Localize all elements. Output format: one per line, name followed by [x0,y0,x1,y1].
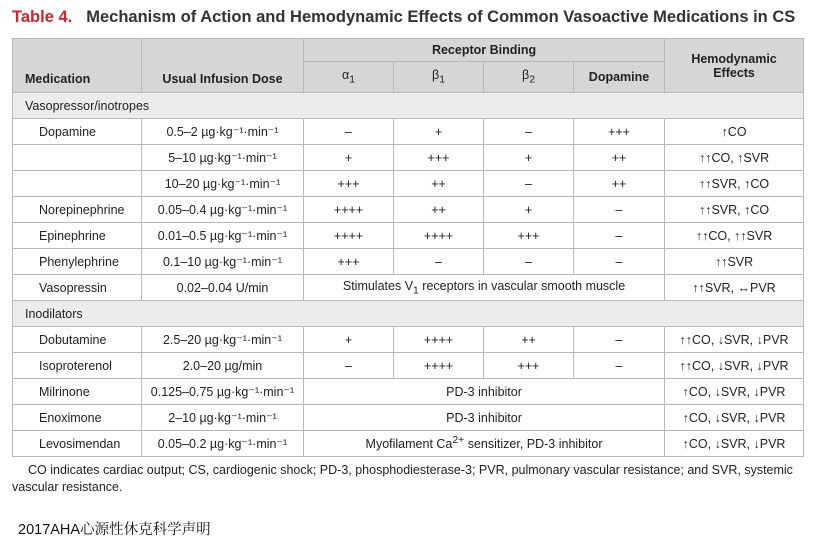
table-row [13,353,804,379]
vasoactive-medications-table [12,38,804,457]
beta2-cell: ++ [484,327,574,353]
dopamine-cell: – [574,197,665,223]
beta2-cell: – [484,249,574,275]
medication-cell: Vasopressin [13,275,142,301]
table-row [13,431,804,457]
dopamine-cell: – [574,327,665,353]
header-beta2: $\beta_2$ [484,62,574,93]
dose-cell: 5–10 µg·kg⁻¹·min⁻¹ [142,145,304,171]
medication-cell: Phenylephrine [13,249,142,275]
effect-cell: ↑CO, ↓SVR, ↓PVR [665,431,804,457]
header-alpha1: $\alpha_1$ [304,62,394,93]
table-row [13,405,804,431]
medication-cell: Levosimendan [13,431,142,457]
table-footnote: CO indicates cardiac output; CS, cardiogenic shock; PD-3, phosphodiesterase-3; PVR, pulmonary vascular resistance; and SVR, systemic vascular resistance. [12,463,793,494]
alpha1-cell: +++ [304,249,394,275]
mechanism-cell: PD-3 inhibitor [304,379,665,405]
beta1-cell: ++ [394,197,484,223]
effect-cell: ↑↑SVR, ↔PVR [665,275,804,301]
effect-cell: ↑↑SVR, ↑CO [665,197,804,223]
beta2-cell: +++ [484,353,574,379]
table-row [13,197,804,223]
table-row [13,249,804,275]
effect-cell: ↑↑CO, ↑↑SVR [665,223,804,249]
table-row [13,275,804,301]
beta1-cell: ++++ [394,223,484,249]
alpha1-cell: +++ [304,171,394,197]
dose-cell: 2.0–20 µg/min [142,353,304,379]
beta1-cell: – [394,249,484,275]
dose-cell: 0.02–0.04 U/min [142,275,304,301]
dose-cell: 0.1–10 µg·kg⁻¹·min⁻¹ [142,249,304,275]
beta1-cell: ++ [394,171,484,197]
effect-cell: ↑↑CO, ↓SVR, ↓PVR [665,327,804,353]
dose-cell: 0.05–0.4 µg·kg⁻¹·min⁻¹ [142,197,304,223]
dopamine-cell: ++ [574,145,665,171]
beta2-cell: + [484,145,574,171]
mechanism-cell: Myofilament $Ca^{2+}$ sensitizer, PD-3 inhibitor [304,431,665,457]
mechanism-cell: PD-3 inhibitor [304,405,665,431]
beta1-cell: ++++ [394,353,484,379]
alpha1-cell: + [304,145,394,171]
dopamine-cell: – [574,353,665,379]
effect-cell: ↑↑CO, ↓SVR, ↓PVR [665,353,804,379]
table-row [13,171,804,197]
beta1-cell: + [394,119,484,145]
mechanism-cell: Stimulates $V_1$ receptors in vascular smooth muscle [304,275,665,301]
alpha1-cell: – [304,353,394,379]
header-receptor-binding: Receptor Binding [304,39,665,62]
beta2-cell: – [484,171,574,197]
header-beta1: $\beta_1$ [394,62,484,93]
table-title [12,8,795,27]
dose-cell: 0.5–2 µg·kg⁻¹·min⁻¹ [142,119,304,145]
effect-cell: ↑↑SVR [665,249,804,275]
medication-cell: Norepinephrine [13,197,142,223]
table-row [13,223,804,249]
dose-cell: 0.05–0.2 µg·kg⁻¹·min⁻¹ [142,431,304,457]
table-title-text: Mechanism of Action and Hemodynamic Effects of Common Vasoactive Medications in CS [86,8,796,26]
alpha1-cell: ++++ [304,197,394,223]
medication-cell: Enoximone [13,405,142,431]
effect-cell: ↑CO, ↓SVR, ↓PVR [665,379,804,405]
table-row [13,379,804,405]
dose-cell: 0.01–0.5 µg·kg⁻¹·min⁻¹ [142,223,304,249]
dose-cell: 10–20 µg·kg⁻¹·min⁻¹ [142,171,304,197]
effect-cell: ↑↑SVR, ↑CO [665,171,804,197]
dose-cell: 0.125–0.75 µg·kg⁻¹·min⁻¹ [142,379,304,405]
beta2-cell: – [484,119,574,145]
medication-cell: Epinephrine [13,223,142,249]
medication-cell [13,145,142,171]
alpha1-cell: – [304,119,394,145]
header-medication: Medication [13,39,142,93]
group-row [13,93,804,119]
dose-cell: 2–10 µg·kg⁻¹·min⁻¹ [142,405,304,431]
medication-cell: Milrinone [13,379,142,405]
effect-cell: ↑CO, ↓SVR, ↓PVR [665,405,804,431]
alpha1-cell: ++++ [304,223,394,249]
dopamine-cell: – [574,249,665,275]
beta1-cell: +++ [394,145,484,171]
group-vasopressors: Vasopressor/inotropes [13,93,804,119]
beta2-cell: +++ [484,223,574,249]
group-row [13,301,804,327]
dopamine-cell: ++ [574,171,665,197]
dose-cell: 2.5–20 µg·kg⁻¹·min⁻¹ [142,327,304,353]
dopamine-cell: +++ [574,119,665,145]
beta1-cell: ++++ [394,327,484,353]
group-inodilators: Inodilators [13,301,804,327]
effect-cell: ↑↑CO, ↑SVR [665,145,804,171]
medication-cell: Isoproterenol [13,353,142,379]
alpha1-cell: + [304,327,394,353]
table-row [13,327,804,353]
medication-cell [13,171,142,197]
header-dopamine-receptor: Dopamine [574,62,665,93]
header-dose: Usual Infusion Dose [142,39,304,93]
table-row [13,119,804,145]
image-caption: 2017AHA心源性休克科学声明 [18,522,211,538]
beta2-cell: + [484,197,574,223]
table-number: Table 4. [12,8,73,26]
dopamine-cell: – [574,223,665,249]
table-row [13,145,804,171]
effect-cell: ↑CO [665,119,804,145]
header-hemodynamic-effects: Hemodynamic Effects [665,39,804,93]
medication-cell: Dobutamine [13,327,142,353]
medication-cell: Dopamine [13,119,142,145]
